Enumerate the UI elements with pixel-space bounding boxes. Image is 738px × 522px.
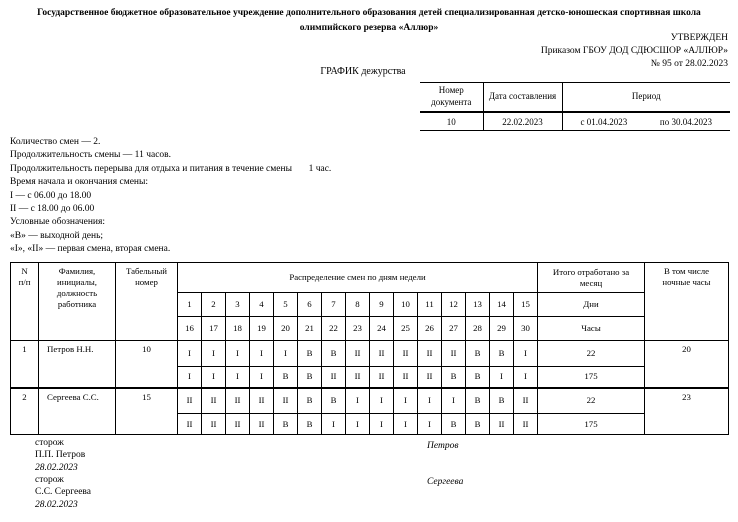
shift-cell: I xyxy=(418,414,442,435)
note-break-duration: Продолжительность перерыва для отдыха и питания в течение смены 1 час. xyxy=(10,163,332,174)
shift-cell: II xyxy=(418,367,442,388)
shift-cell: II xyxy=(322,367,346,388)
day-number: 24 xyxy=(370,317,394,341)
shift-cell: II xyxy=(178,414,202,435)
day-number: 5 xyxy=(274,293,298,317)
info-number-value: 10 xyxy=(420,112,483,131)
shift-cell: I xyxy=(394,414,418,435)
approval-line-1: УТВЕРЖДЕН xyxy=(670,33,728,43)
shift-cell: В xyxy=(274,414,298,435)
day-number: 2 xyxy=(202,293,226,317)
signer-2-date: 28.02.2023 xyxy=(35,499,78,510)
employee-name: Сергеева С.С. xyxy=(39,388,116,435)
shift-cell: I xyxy=(442,388,466,414)
shift-cell: II xyxy=(226,414,250,435)
org-header: Государственное бюджетное образовательное учреждение дополнительного образования детей специализированная детско-юношеская спортивная школа олимпийского резерва «Аллюр» xyxy=(37,8,701,34)
info-period-value xyxy=(562,112,730,131)
shift-cell: В xyxy=(298,414,322,435)
shift-cell: I xyxy=(226,341,250,367)
shift-cell: II xyxy=(250,388,274,414)
row-number: 1 xyxy=(11,341,39,388)
day-number: 21 xyxy=(298,317,322,341)
shift-cell: II xyxy=(250,414,274,435)
employee-name: Петров Н.Н. xyxy=(39,341,116,388)
note-shift-duration: Продолжительность смены — 11 часов. xyxy=(10,150,172,161)
note-shift-times-title: Время начала и окончания смены: xyxy=(10,177,149,188)
col-header-name: Фамилия, инициалы, должность работника xyxy=(39,263,116,341)
tab-number: 15 xyxy=(116,388,178,435)
note-legend-title: Условные обозначения: xyxy=(10,217,106,228)
info-header-date: Дата составления xyxy=(483,83,562,113)
day-number: 7 xyxy=(322,293,346,317)
day-number: 19 xyxy=(250,317,274,341)
day-number: 6 xyxy=(298,293,322,317)
shift-cell: I xyxy=(274,341,298,367)
shift-cell: I xyxy=(250,367,274,388)
signer-1-signature: Петров xyxy=(427,441,459,451)
night-hours: 23 xyxy=(645,388,729,435)
notes-block xyxy=(10,136,331,257)
hours-label: Часы xyxy=(538,317,645,341)
employee-row-top xyxy=(11,388,729,414)
schedule-header-row-1 xyxy=(11,263,729,293)
shift-cell: I xyxy=(178,341,202,367)
shift-cell: I xyxy=(226,367,250,388)
signer-1-date: 28.02.2023 xyxy=(35,462,78,473)
employee-row-top xyxy=(11,341,729,367)
shift-cell: I xyxy=(394,388,418,414)
signer-1-name: П.П. Петров xyxy=(35,450,86,461)
signer-block-1 xyxy=(35,437,85,474)
col-header-distribution: Распределение смен по дням недели xyxy=(178,263,538,293)
day-number: 15 xyxy=(514,293,538,317)
shift-cell: В xyxy=(442,414,466,435)
day-number: 16 xyxy=(178,317,202,341)
shift-cell: II xyxy=(394,367,418,388)
shift-cell: В xyxy=(322,341,346,367)
shift-cell: В xyxy=(490,341,514,367)
shift-cell: I xyxy=(322,414,346,435)
note-shift-2-time: II — с 18.00 до 06.00 xyxy=(10,204,95,215)
shift-cell: II xyxy=(490,414,514,435)
day-number: 17 xyxy=(202,317,226,341)
shift-cell: II xyxy=(370,341,394,367)
shift-cell: I xyxy=(202,341,226,367)
shift-cell: I xyxy=(250,341,274,367)
day-number: 18 xyxy=(226,317,250,341)
info-date-value: 22.02.2023 xyxy=(483,112,562,131)
tab-number: 10 xyxy=(116,341,178,388)
day-number: 1 xyxy=(178,293,202,317)
day-number: 3 xyxy=(226,293,250,317)
period-from: с 01.04.2023 xyxy=(580,116,628,127)
shift-cell: II xyxy=(346,341,370,367)
note-legend-dayoff: «В» — выходной день; xyxy=(10,230,104,241)
day-number: 13 xyxy=(466,293,490,317)
info-header-number: Номер документа xyxy=(420,83,483,113)
shift-cell: II xyxy=(370,367,394,388)
doc-title: ГРАФИК дежурства xyxy=(320,66,406,77)
col-header-total: Итого отработано за месяц xyxy=(538,263,645,293)
shift-cell: II xyxy=(202,414,226,435)
shift-cell: В xyxy=(466,367,490,388)
shift-cell: В xyxy=(466,341,490,367)
day-number: 4 xyxy=(250,293,274,317)
shift-cell: II xyxy=(226,388,250,414)
signer-2-signature: Сергеева xyxy=(427,477,464,487)
info-table-header-row xyxy=(420,83,730,113)
shift-cell: I xyxy=(178,367,202,388)
shift-cell: В xyxy=(466,414,490,435)
shift-cell: I xyxy=(418,388,442,414)
shift-cell: В xyxy=(274,367,298,388)
days-total: 22 xyxy=(538,341,645,367)
signer-2-position: сторож xyxy=(35,475,64,485)
shift-cell: В xyxy=(466,388,490,414)
row-number: 2 xyxy=(11,388,39,435)
day-number: 28 xyxy=(466,317,490,341)
info-table-data-row xyxy=(420,112,730,131)
day-number: 11 xyxy=(418,293,442,317)
signer-block-2 xyxy=(35,474,91,511)
night-hours: 20 xyxy=(645,341,729,388)
shift-cell: I xyxy=(346,414,370,435)
day-number: 26 xyxy=(418,317,442,341)
shift-cell: II xyxy=(346,367,370,388)
shift-cell: II xyxy=(442,341,466,367)
shift-cell: В xyxy=(298,388,322,414)
shift-cell: В xyxy=(442,367,466,388)
day-number: 20 xyxy=(274,317,298,341)
shift-cell: II xyxy=(178,388,202,414)
info-table xyxy=(420,82,730,131)
schedule-table xyxy=(10,262,729,435)
day-number: 22 xyxy=(322,317,346,341)
note-legend-shifts: «I», «II» — первая смена, вторая смена. xyxy=(10,244,171,255)
day-number: 14 xyxy=(490,293,514,317)
shift-cell: В xyxy=(298,367,322,388)
col-header-tab-number: Табельный номер xyxy=(116,263,178,341)
shift-cell: II xyxy=(274,388,298,414)
days-label: Дни xyxy=(538,293,645,317)
col-header-num: N п/п xyxy=(11,263,39,341)
day-number: 12 xyxy=(442,293,466,317)
hours-total: 175 xyxy=(538,367,645,388)
shift-cell: I xyxy=(514,341,538,367)
approval-line-2: Приказом ГБОУ ДОД СДЮСШОР «АЛЛЮР» xyxy=(540,46,728,56)
note-shifts-count: Количество смен — 2. xyxy=(10,137,101,147)
day-number: 8 xyxy=(346,293,370,317)
shift-cell: В xyxy=(298,341,322,367)
note-shift-1-time: I — с 06.00 до 18.00 xyxy=(10,190,92,201)
approval-line-3: № 95 от 28.02.2023 xyxy=(650,59,728,69)
hours-total: 175 xyxy=(538,414,645,435)
shift-cell: I xyxy=(490,367,514,388)
day-number: 10 xyxy=(394,293,418,317)
days-total: 22 xyxy=(538,388,645,414)
period-to: по 30.04.2023 xyxy=(659,116,712,127)
shift-cell: II xyxy=(514,414,538,435)
shift-cell: I xyxy=(514,367,538,388)
shift-cell: В xyxy=(490,388,514,414)
shift-cell: В xyxy=(322,388,346,414)
shift-cell: II xyxy=(514,388,538,414)
day-number: 30 xyxy=(514,317,538,341)
shift-cell: II xyxy=(394,341,418,367)
info-header-period: Период xyxy=(562,83,730,113)
signer-1-position: сторож xyxy=(35,438,64,448)
shift-cell: II xyxy=(418,341,442,367)
day-number: 9 xyxy=(370,293,394,317)
shift-cell: I xyxy=(202,367,226,388)
shift-cell: I xyxy=(370,388,394,414)
shift-cell: I xyxy=(370,414,394,435)
shift-cell: II xyxy=(202,388,226,414)
shift-cell: I xyxy=(346,388,370,414)
day-number: 25 xyxy=(394,317,418,341)
day-number: 29 xyxy=(490,317,514,341)
signer-2-name: С.С. Сергеева xyxy=(35,487,91,498)
col-header-night: В том числе ночные часы xyxy=(645,263,729,341)
day-number: 27 xyxy=(442,317,466,341)
day-number: 23 xyxy=(346,317,370,341)
